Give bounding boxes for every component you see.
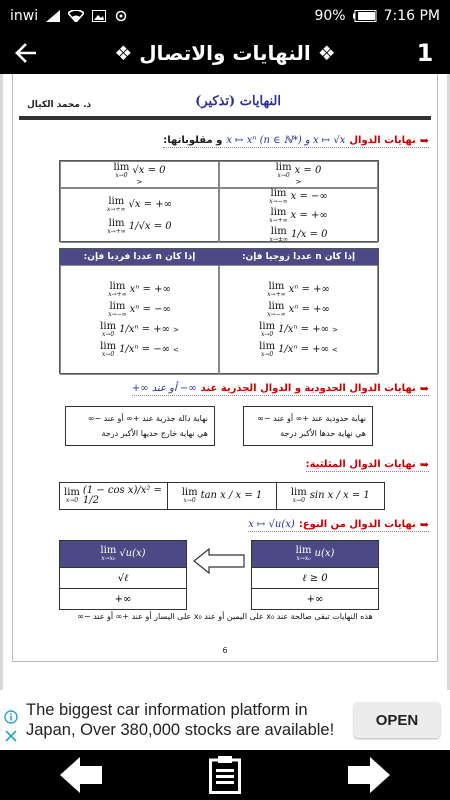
carrier-label: inwi (10, 8, 39, 24)
app-bar (0, 32, 450, 74)
ad-info-icon[interactable] (4, 710, 18, 724)
battery-percent: 90% (314, 8, 346, 24)
section-label: نهايات الدوال (349, 135, 416, 146)
previous-page-button[interactable] (60, 757, 102, 793)
u-limit-table (251, 540, 379, 610)
section-label: نهايات الدوال المثلثية: (305, 459, 416, 470)
limit-cell: lim x→0 √x = 0 > (60, 161, 219, 188)
time-label: 7:16 PM (383, 8, 440, 24)
sqrt-table-header: lim x→x₀ √u(x) (60, 541, 186, 567)
trig-limit-cell: lim x→0 tan x / x = 1 (167, 483, 275, 509)
document-header (19, 86, 431, 120)
sqrt-table-row: √ℓ (60, 567, 186, 588)
limits-grid-parity (59, 248, 379, 374)
ad-close-icon[interactable] (5, 730, 17, 742)
trig-limit-cell: lim x→0 sin x / x = 1 (276, 483, 384, 509)
pdf-viewer[interactable] (0, 74, 450, 690)
document-page (3, 74, 447, 690)
section-tail: و مقلوباتها: (163, 135, 223, 146)
section-title-powers (163, 134, 429, 148)
arrow-left-icon (60, 757, 102, 793)
sqrt-limit-table (59, 540, 187, 610)
image-notification-icon (92, 10, 106, 22)
section-arrow-icon: ➥ (419, 518, 429, 531)
limit-cell: lim x→0 x = 0 > (219, 161, 378, 188)
u-table-header: lim x→x₀ u(x) (252, 541, 378, 567)
limit-cell: lim x→−∞ x = −∞ lim x→+∞ x = +∞ lim x→±∞ 1/x = 0 (219, 188, 378, 243)
polynomial-note: نهاية حدودية عند +∞ أو عند −∞ هي نهاية حدها الأكبر درجة (243, 406, 373, 446)
sqrt-table-row: +∞ (60, 588, 186, 609)
limits-grid-basic (59, 160, 379, 242)
odd-n-header: إذا كان n عددا فرديا فإن: (60, 249, 219, 265)
even-limits-cell: lim x→+∞ xⁿ = +∞ lim x→−∞ xⁿ = +∞ lim x→0 1/xⁿ = +∞ > lim x→0 1/xⁿ = +∞ < (219, 265, 378, 375)
section-arrow-icon: ➥ (419, 382, 429, 395)
even-n-header: إذا كان n عددا زوجيا فإن: (219, 249, 378, 265)
validity-note: هذه النهايات تبقى صالحة عند x₀ على اليمين أو عند x₀ على اليسار أو عند +∞ أو عند −∞ (77, 612, 373, 621)
document-page-number: 6 (222, 646, 228, 655)
table-of-contents-button[interactable] (209, 756, 241, 794)
section-title-polynomial (132, 382, 429, 396)
section-label: نهايات الدوال من النوع: (298, 519, 416, 530)
section-arrow-icon: ➥ (419, 134, 429, 147)
app-title: ❖ النهايات والاتصال ❖ (114, 41, 336, 65)
battery-icon (353, 10, 377, 22)
section-arrow-icon: ➥ (419, 458, 429, 471)
section-math: +∞ أو عند −∞ (131, 383, 197, 394)
ad-open-button[interactable]: OPEN (354, 702, 440, 738)
status-bar (0, 0, 450, 32)
document-frame (12, 74, 438, 662)
arrow-left-icon (14, 43, 36, 63)
document-author: ذ. محمد الكيال (27, 100, 92, 110)
signal-icon (46, 10, 60, 22)
wifi-icon (68, 10, 84, 22)
rational-note: نهاية دالة جذرية عند +∞ أو عند −∞ هي نهاية خارج حديها الأكبر درجة (65, 406, 215, 446)
section-math: x ↦ xⁿ (n ∈ ℕ*) و x ↦ √x (226, 135, 346, 146)
next-page-button[interactable] (348, 757, 390, 793)
section-math: x ↦ √u(x) (248, 519, 295, 530)
ad-icons (0, 690, 22, 750)
limit-cell: lim x→+∞ √x = +∞ lim x→+∞ 1/√x = 0 (60, 188, 219, 243)
u-table-row: ℓ ≥ 0 (252, 567, 378, 588)
arrow-left-icon (193, 548, 245, 574)
trig-limits-row (59, 482, 385, 510)
back-button[interactable] (0, 32, 50, 74)
u-table-row: +∞ (252, 588, 378, 609)
section-title-sqrt (248, 518, 429, 532)
page-number: 1 (416, 39, 434, 67)
section-title-trig (306, 458, 429, 472)
section-label: نهايات الدوال الحدودية و الدوال الجذرية عند (200, 383, 416, 394)
ad-banner[interactable] (0, 690, 450, 750)
document-title: النهايات (تذكير) (195, 94, 281, 109)
sync-icon (114, 10, 128, 22)
arrow-right-icon (348, 757, 390, 793)
trig-limit-cell: lim x→0 (1 − cos x)/x² = 1/2 (64, 485, 162, 506)
ad-text[interactable]: The biggest car information platform in Japan, Over 380,000 stocks are available! (26, 700, 335, 739)
bottom-navigation (0, 750, 450, 800)
clipboard-list-icon (209, 756, 241, 794)
odd-limits-cell: lim x→+∞ xⁿ = +∞ lim x→−∞ xⁿ = −∞ lim x→0 1/xⁿ = +∞ > lim x→0 1/xⁿ = −∞ < (60, 265, 219, 375)
